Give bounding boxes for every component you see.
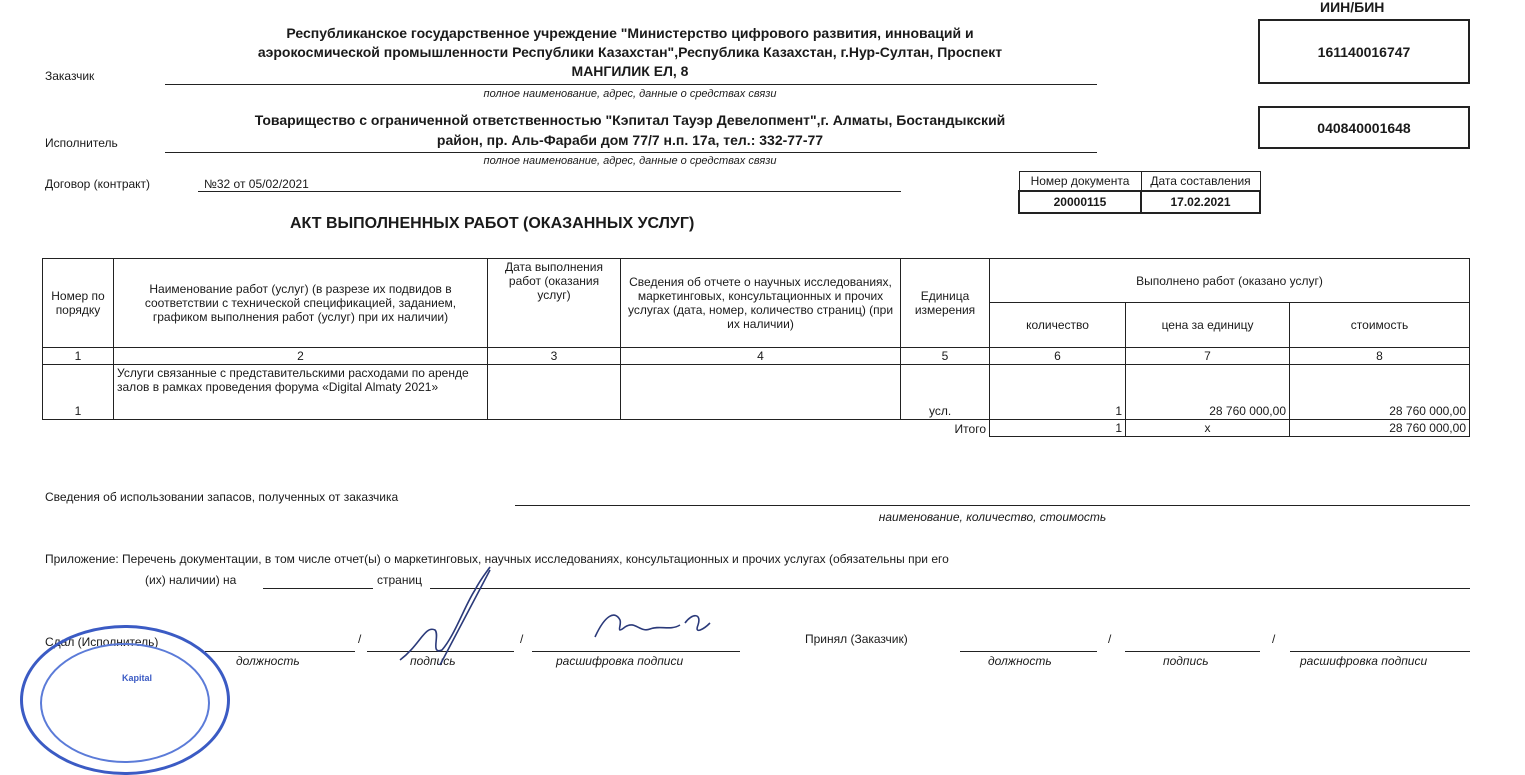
contractor-label: Исполнитель: [45, 136, 118, 150]
iin-label: ИИН/БИН: [1320, 0, 1385, 15]
handed-label: Сдал (Исполнитель): [45, 635, 159, 649]
customer-hint: полное наименование, адрес, данные о средствах связи: [483, 88, 777, 100]
row-cost: 28 760 000,00: [1290, 365, 1470, 420]
row-no: 1: [43, 365, 114, 420]
col-num: 3: [488, 348, 621, 365]
stocks-label: Сведения об использовании запасов, полученных от заказчика: [45, 490, 399, 504]
customer-line-1: Республиканское государственное учреждение "Министерство цифрового развития, инноваций и: [286, 25, 974, 41]
contractor-iin-box: 040840001648: [1258, 106, 1470, 149]
slash: /: [358, 632, 362, 646]
col-header-name: Наименование работ (услуг) (в разрезе их подвидов в соответствии с технической спецификацией, заданием, графиком выполнения работ (услуг) при их наличии): [114, 259, 488, 348]
customer-name: [165, 24, 1095, 81]
col-num: 7: [1126, 348, 1290, 365]
accepted-label: Принял (Заказчик): [805, 632, 908, 646]
position-hint: должность: [988, 654, 1052, 668]
col-header-price: цена за единицу: [1126, 303, 1290, 348]
slash: /: [1108, 632, 1112, 646]
appendix-line-2b: страниц: [377, 573, 423, 587]
col-num: 8: [1290, 348, 1470, 365]
col-header-group: Выполнено работ (оказано услуг): [990, 259, 1470, 303]
customer-label: Заказчик: [45, 69, 95, 83]
doc-meta-table: [1018, 171, 1261, 214]
col-header-report: Сведения об отчете о научных исследованиях, маркетинговых, консультационных и прочих услугах (дата, номер, количество страниц) (при их наличии): [621, 259, 901, 348]
date-label: Дата составления: [1141, 172, 1260, 192]
stamp-inner-icon: [40, 643, 210, 763]
customer-iin-box: 161140016747: [1258, 19, 1470, 84]
total-cost: 28 760 000,00: [1290, 420, 1470, 437]
signature-hint: подпись: [410, 654, 456, 668]
stocks-hint: наименование, количество, стоимость: [878, 510, 1107, 524]
row-unit: усл.: [901, 365, 990, 420]
col-header-qty: количество: [990, 303, 1126, 348]
col-num: 2: [114, 348, 488, 365]
total-price: х: [1126, 420, 1290, 437]
decode-hint: расшифровка подписи: [1300, 654, 1428, 668]
appendix-line-1: Приложение: Перечень документации, в том числе отчет(ы) о маркетинговых, научных исследованиях, консультационных и прочих услугах (обязательны при его: [45, 552, 949, 566]
row-date: [488, 365, 621, 420]
table-row: [43, 365, 1470, 420]
date-value: 17.02.2021: [1141, 191, 1260, 213]
decode-hint: расшифровка подписи: [556, 654, 684, 668]
slash: /: [1272, 632, 1276, 646]
doc-no-value: 20000115: [1019, 191, 1141, 213]
customer-line-2: аэрокосмической промышленности Республики Казахстан",Республика Казахстан, г.Нур-Султан, Проспект: [257, 44, 1003, 60]
col-num: 4: [621, 348, 901, 365]
signature-hint: подпись: [1163, 654, 1209, 668]
col-header-date: Дата выполнения работ (оказания услуг): [488, 259, 621, 348]
row-price: 28 760 000,00: [1126, 365, 1290, 420]
contractor-line-2: район, пр. Аль-Фараби дом 77/7 н.п. 17а, тел.: 332-77-77: [436, 132, 824, 148]
row-qty: 1: [990, 365, 1126, 420]
contractor-name: [165, 110, 1095, 150]
col-header-unit: Единица измерения: [901, 259, 990, 348]
row-name: Услуги связанные с представительскими расходами по аренде залов в рамках проведения форума «Digital Almaty 2021»: [114, 365, 488, 420]
page-title: АКТ ВЫПОЛНЕННЫХ РАБОТ (ОКАЗАННЫХ УСЛУГ): [290, 215, 695, 232]
col-num: 6: [990, 348, 1126, 365]
appendix-line-2a: (их) наличии) на: [145, 573, 237, 587]
contractor-hint: полное наименование, адрес, данные о средствах связи: [483, 155, 777, 167]
col-header-no: Номер по порядку: [43, 259, 114, 348]
total-label: Итого: [901, 420, 990, 437]
slash: /: [520, 632, 524, 646]
col-num: 1: [43, 348, 114, 365]
works-table: [42, 258, 1470, 437]
col-header-cost: стоимость: [1290, 303, 1470, 348]
contract-value: №32 от 05/02/2021: [204, 177, 309, 191]
customer-line-3: МАНГИЛИК ЕЛ, 8: [571, 63, 689, 79]
signature-scribble-icon: [380, 565, 760, 675]
contract-label: Договор (контракт): [45, 177, 151, 191]
contractor-line-1: Товарищество с ограниченной ответственностью "Кэпитал Тауэр Девелопмент",г. Алматы, Бостандыкский: [254, 112, 1006, 128]
row-report: [621, 365, 901, 420]
total-qty: 1: [990, 420, 1126, 437]
doc-no-label: Номер документа: [1019, 172, 1141, 192]
position-hint: должность: [236, 654, 300, 668]
stamp-text: Kapital: [122, 673, 153, 683]
col-num: 5: [901, 348, 990, 365]
